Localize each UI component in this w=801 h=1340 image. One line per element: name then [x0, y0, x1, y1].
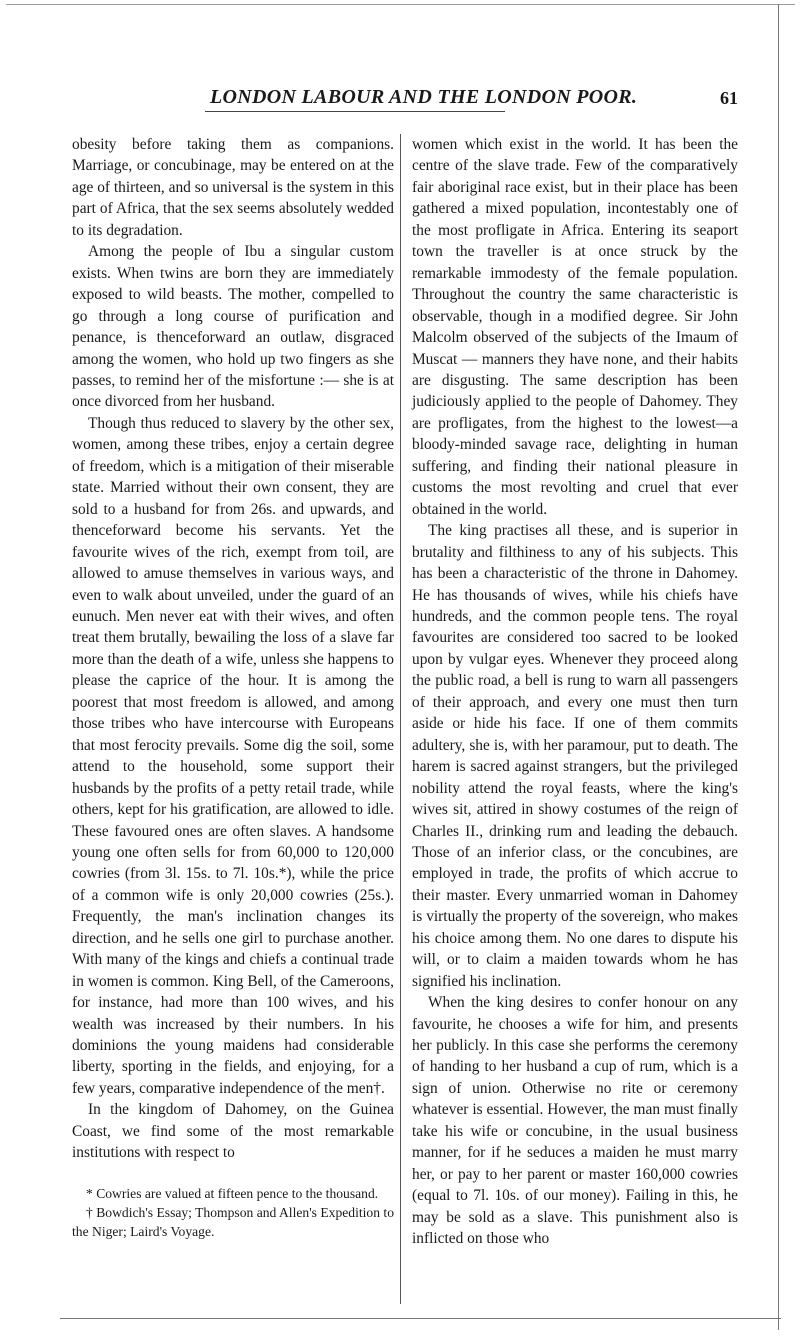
left-column	[72, 134, 394, 1241]
page-header	[0, 86, 801, 112]
paragraph: When the king desires to confer honour on any favourite, he chooses a wife for him, and presents her publicly. In this case she performs the ceremony of handing to her husband a cup of rum, which is a sign of union. Otherwise no rite or ceremony whatever is essential. However, the man must finally take his wife or concubine, in the usual business manner, for if he seduces a maiden he must marry her, or pay to her parent or master 160,000 cowries (equal to 7l. 10s. of our money). Failing in this, he may be sold as a slave. This punishment also is inflicted on those who	[412, 994, 738, 1248]
paragraph: women which exist in the world. It has been the centre of the slave trade. Few of the comparatively fair aboriginal race exist, but in their place has been gathered a mixed population, incontestably one of the most profligate in Africa. Entering its seaport town the traveller is at once struck by the remarkable immodesty of the female population. Throughout the country the same characteristic is observable, though in a modified degree. Sir John Malcolm observed of the subjects of the Imaum of Muscat — manners they have none, and their habits are disgusting. The same description has been judiciously applied to the people of Dahomey. They are profligates, from the highest to the lowest—a bloody-minded savage race, delighting in human suffering, and finding their national pleasure in customs the most revolting and cruel that ever obtained in the world.	[412, 136, 738, 518]
footnote: † Bowdich's Essay; Thompson and Allen's Expedition to the Niger; Laird's Voyage.	[72, 1204, 394, 1239]
page-number: 61	[720, 88, 738, 108]
page-right-border	[778, 4, 779, 1330]
paragraph: In the kingdom of Dahomey, on the Guinea Coast, we find some of the most remarkable institutions with respect to	[72, 1101, 394, 1162]
right-column	[412, 134, 738, 1250]
footnotes	[72, 1184, 394, 1241]
header-rule	[205, 111, 505, 112]
paragraph: The king practises all these, and is superior in brutality and filthiness to any of his subjects. This has been a characteristic of the throne in Dahomey. He has thousands of wives, while his chiefs have hundreds, and the common people tens. The royal favourites are considered too sacred to be looked upon by vulgar eyes. Whenever they proceed along the public road, a bell is rung to warn all passengers of their approach, and every one must then turn aside or hide his face. If one of them commits adultery, she is, with her paramour, put to death. The harem is sacred against strangers, but the privileged nobility attend the royal feasts, where the king's wives sit, attired in showy costumes of the reign of Charles II., drinking rum and leading the debauch. Those of an inferior class, or the concubines, are employed in trade, the profits of which accrue to their master. Every unmarried woman in Dahomey is virtually the property of the sovereign, who makes his choice among them. No one dares to dispute his will, or to claim a maiden towards whom he has signified his inclination.	[412, 522, 738, 990]
paragraph: Among the people of Ibu a singular custom exists. When twins are born they are immediately exposed to wild beasts. The mother, compelled to go through a long course of purification and penance, is thenceforward an outlaw, disgraced among the women, who hold up two fingers as she passes, to remind her of the misfortune :— she is at once divorced from her husband.	[72, 243, 394, 411]
paragraph: obesity before taking them as companions. Marriage, or concubinage, may be entered on at the age of thirteen, and so universal is the system in this part of Africa, that the sex seems absolutely wedded to its degradation.	[72, 136, 394, 239]
running-title: LONDON LABOUR AND THE LONDON POOR.	[210, 86, 638, 108]
page-bottom-border	[60, 1318, 781, 1319]
paragraph: Though thus reduced to slavery by the other sex, women, among these tribes, enjoy a certain degree of freedom, which is a mitigation of their miserable state. Married without their own consent, they are sold to a husband for from 26s. and upwards, and thenceforward become his servants. Yet the favourite wives of the rich, exempt from toil, are allowed to amuse themselves in various ways, and even to walk about unveiled, under the guard of an eunuch. Men never eat with their wives, and often treat them brutally, bewailing the loss of a slave far more than the death of a wife, unless she happens to please the caprice of the hour. It is among the poorest that most freedom is allowed, and among those tribes who have intercourse with Europeans that most ferocity prevails. Some dig the soil, some attend to the household, some support their husbands by the profits of a petty retail trade, while others, kept for his gratification, are allowed to idle. These favoured ones are often slaves. A handsome young one often sells for from 60,000 to 120,000 cowries (from 3l. 15s. to 7l. 10s.*), while the price of a common wife is only 20,000 cowries (25s.). Frequently, the man's inclination changes its direction, and he sells one girl to purchase another. With many of the kings and chiefs a continual trade in women is common. King Bell, of the Cameroons, for instance, had more than 100 wives, and his wealth was increased by their numbers. In his dominions the young maidens had considerable liberty, sporting in the fields, and enjoying, for a few years, comparative independence of the men†.	[72, 414, 394, 1097]
column-divider	[400, 134, 401, 1304]
page-top-border	[6, 4, 795, 5]
footnote: * Cowries are valued at fifteen pence to the thousand.	[86, 1185, 379, 1201]
